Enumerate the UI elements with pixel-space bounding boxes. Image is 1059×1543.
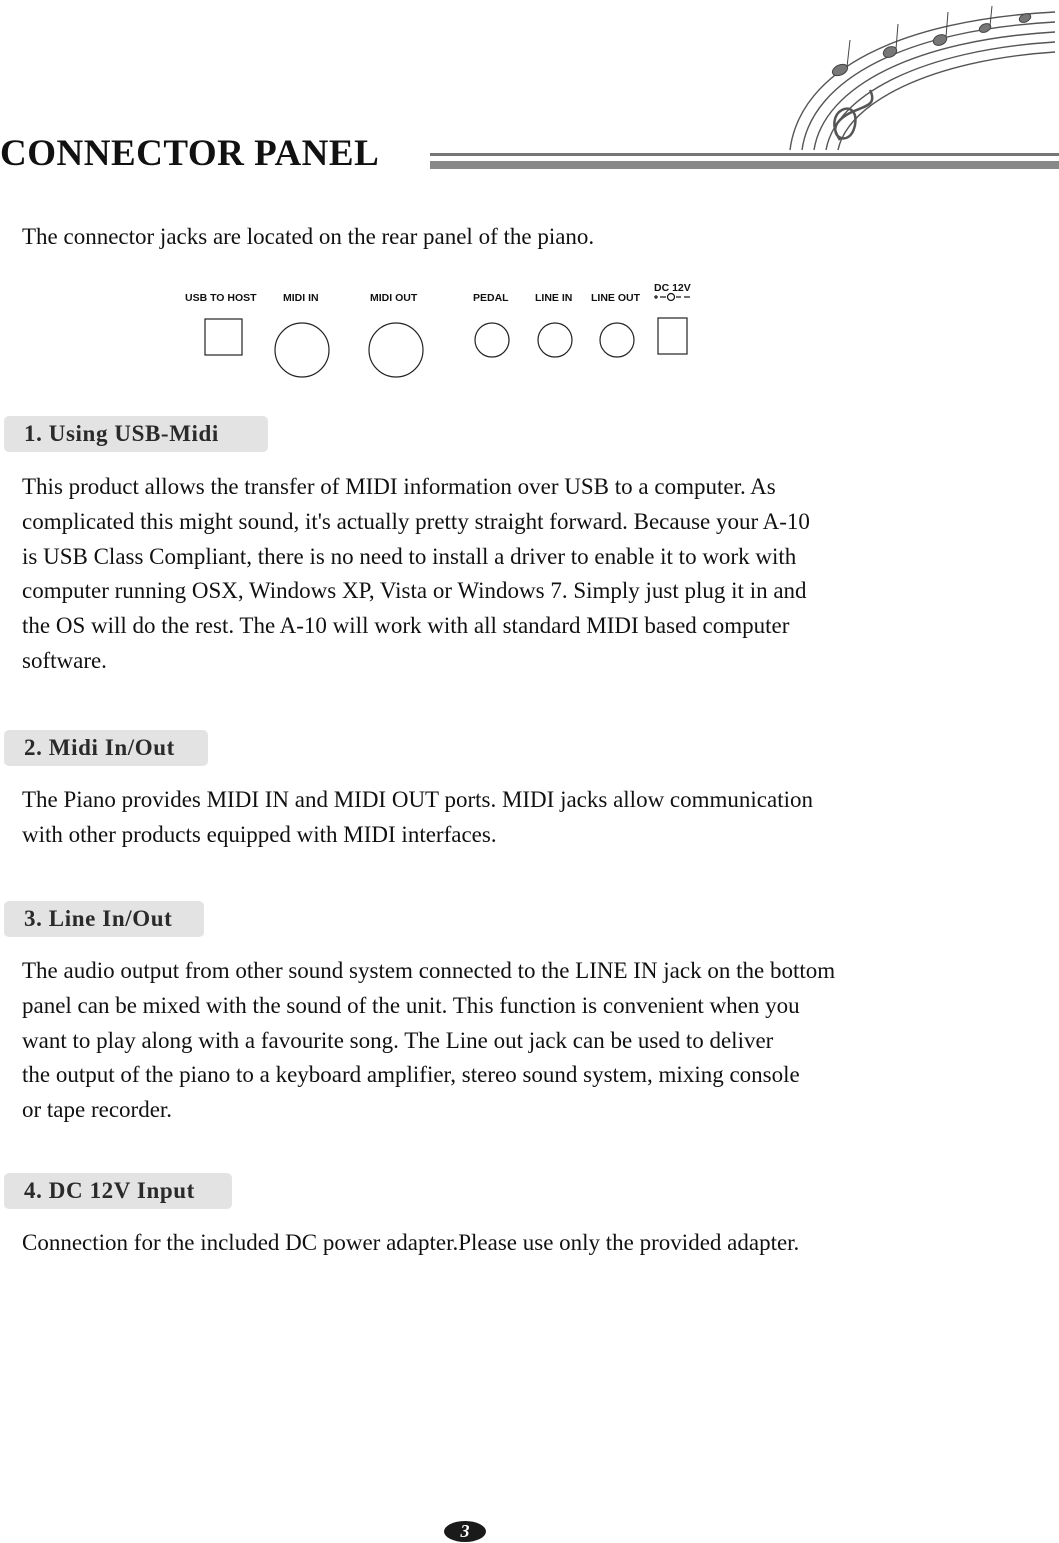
- usb-port: [205, 319, 242, 355]
- section-text-line-in-out: [22, 954, 1042, 1128]
- text-line: is USB Class Compliant, there is no need to install a driver to enable it to work with: [22, 543, 797, 569]
- section-heading-dc-input: 4. DC 12V Input: [4, 1173, 232, 1209]
- dc-input-port: [658, 318, 687, 354]
- text-line: or tape recorder.: [22, 1097, 173, 1123]
- page-number: 3: [444, 1521, 486, 1542]
- title-rule: [430, 153, 1059, 171]
- section-heading-usb-midi: 1. Using USB-Midi: [4, 416, 268, 452]
- section-heading-midi-in-out: 2. Midi In/Out: [4, 730, 208, 766]
- text-line: with other products equipped with MIDI interfaces.: [22, 821, 497, 847]
- page-title: CONNECTOR PANEL: [0, 133, 380, 174]
- label-line-in: LINE IN: [535, 292, 573, 304]
- section-text-dc-input: [22, 1226, 1042, 1261]
- text-line: panel can be mixed with the sound of the unit. This function is convenient when you: [22, 992, 800, 1018]
- label-midi-in: MIDI IN: [283, 292, 319, 304]
- polarity-icon: [654, 294, 690, 301]
- text-line: Connection for the included DC power adapter.Please use only the provided adapter.: [22, 1230, 800, 1255]
- line-out-jack: [600, 323, 634, 357]
- label-line-out: LINE OUT: [591, 292, 640, 304]
- pedal-jack: [475, 323, 509, 357]
- midi-in-jack: [275, 323, 329, 377]
- section-text-midi-in-out: [22, 783, 1042, 853]
- label-midi-out: MIDI OUT: [370, 292, 418, 304]
- text-line: the output of the piano to a keyboard amplifier, stereo sound system, mixing console: [22, 1062, 800, 1088]
- label-usb-to-host: USB TO HOST: [185, 292, 257, 304]
- text-line: software.: [22, 647, 107, 673]
- label-pedal: PEDAL: [473, 292, 509, 304]
- text-line: the OS will do the rest. The A-10 will work with all standard MIDI based computer: [22, 613, 790, 639]
- text-line: This product allows the transfer of MIDI information over USB to a computer. As: [22, 474, 776, 499]
- intro-text: The connector jacks are located on the rear panel of the piano.: [22, 224, 595, 249]
- midi-out-jack: [369, 323, 423, 377]
- text-line: The Piano provides MIDI IN and MIDI OUT ports. MIDI jacks allow communication: [22, 787, 814, 812]
- music-notes-decoration: [780, 0, 1059, 160]
- text-line: complicated this might sound, it's actually pretty straight forward. Because your A-10: [22, 508, 810, 534]
- text-line: The audio output from other sound system connected to the LINE IN jack on the bottom: [22, 958, 836, 983]
- text-line: want to play along with a favourite song. The Line out jack can be used to deliver: [22, 1027, 774, 1053]
- section-heading-line-in-out: 3. Line In/Out: [4, 901, 204, 937]
- line-in-jack: [538, 323, 572, 357]
- label-dc-12v: DC 12V: [654, 282, 691, 294]
- text-line: computer running OSX, Windows XP, Vista or Windows 7. Simply just plug it in and: [22, 578, 807, 604]
- section-text-usb-midi: [22, 470, 1042, 679]
- rear-panel-diagram: [180, 280, 700, 384]
